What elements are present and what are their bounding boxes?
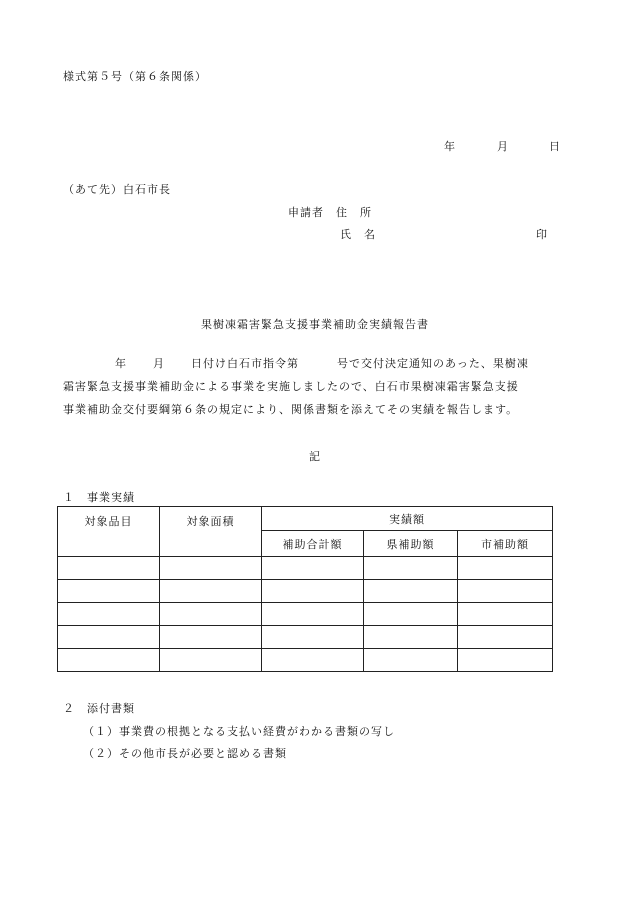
seal-mark: 印	[536, 228, 548, 241]
table-cell[interactable]	[262, 580, 364, 603]
table-row	[58, 626, 553, 649]
body-line-1: 年 月 日付け白石市指令第 号で交付決定通知のあった、果樹凍	[115, 357, 529, 370]
table-row	[58, 580, 553, 603]
table-row	[58, 649, 553, 672]
section-1-heading: １ 事業実績	[63, 491, 135, 504]
table-cell[interactable]	[58, 626, 160, 649]
address-label: 住 所	[336, 206, 372, 219]
header-area: 対象面積	[160, 507, 262, 557]
attachment-item-2: （２）その他市長が必要と認める書類	[83, 747, 287, 760]
attachment-item-1: （１）事業費の根拠となる支払い経費がわかる書類の写し	[83, 725, 395, 738]
document-title: 果樹凍霜害緊急支援事業補助金実績報告書	[201, 318, 429, 331]
body-paragraph	[63, 352, 563, 421]
table-cell[interactable]	[262, 557, 364, 580]
table-cell[interactable]	[160, 649, 262, 672]
table-row	[58, 557, 553, 580]
date-year: 年	[444, 140, 456, 153]
header-city-subsidy: 市補助額	[458, 531, 553, 557]
table-cell[interactable]	[364, 626, 458, 649]
ki-heading: 記	[309, 450, 321, 463]
body-line-2: 霜害緊急支援事業補助金による事業を実施しましたので、白石市果樹凍霜害緊急支援	[63, 380, 519, 393]
table-cell[interactable]	[458, 603, 553, 626]
applicant-address-row	[288, 204, 372, 220]
section-2-heading: ２ 添付書類	[63, 702, 135, 715]
header-item: 対象品目	[58, 507, 160, 557]
table-cell[interactable]	[262, 603, 364, 626]
date-day: 日	[549, 140, 561, 153]
header-total-subsidy: 補助合計額	[262, 531, 364, 557]
table-cell[interactable]	[364, 557, 458, 580]
date-line	[440, 138, 565, 152]
name-label: 氏 名	[340, 228, 376, 241]
addressee: （あて先）白石市長	[63, 183, 171, 196]
date-month: 月	[497, 140, 509, 153]
applicant-label: 申請者	[288, 206, 324, 219]
table-cell[interactable]	[364, 649, 458, 672]
table-cell[interactable]	[364, 580, 458, 603]
header-pref-subsidy: 県補助額	[364, 531, 458, 557]
table-cell[interactable]	[458, 557, 553, 580]
table-cell[interactable]	[160, 580, 262, 603]
table-row	[58, 603, 553, 626]
header-results: 実績額	[262, 507, 553, 531]
table-cell[interactable]	[58, 603, 160, 626]
table-cell[interactable]	[160, 603, 262, 626]
table-cell[interactable]	[364, 603, 458, 626]
results-table	[57, 506, 553, 672]
body-line-3: 事業補助金交付要綱第６条の規定により、関係書類を添えてその実績を報告します。	[63, 403, 519, 416]
table-cell[interactable]	[262, 626, 364, 649]
form-number: 様式第５号（第６条関係）	[63, 70, 207, 83]
table-cell[interactable]	[458, 626, 553, 649]
table-cell[interactable]	[160, 626, 262, 649]
table-cell[interactable]	[458, 580, 553, 603]
table-cell[interactable]	[58, 580, 160, 603]
table-cell[interactable]	[160, 557, 262, 580]
table-cell[interactable]	[58, 557, 160, 580]
table-cell[interactable]	[58, 649, 160, 672]
table-cell[interactable]	[458, 649, 553, 672]
table-cell[interactable]	[262, 649, 364, 672]
